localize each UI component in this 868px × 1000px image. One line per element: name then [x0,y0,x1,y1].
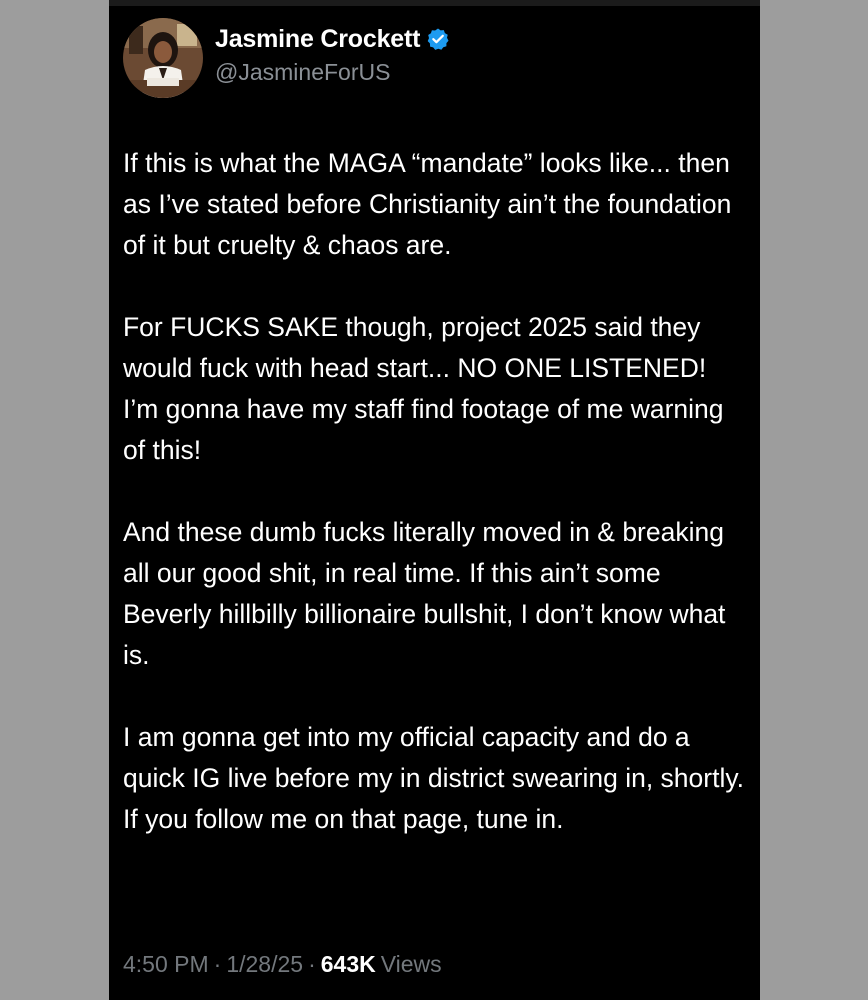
meta-separator: · [213,951,222,977]
tweet-paragraph-2: For FUCKS SAKE though, project 2025 said they would fuck with head start... NO ONE LISTENED! I’m gonna have my staff find footage of me warning of this! [123,312,724,465]
top-divider [109,0,760,6]
name-row [215,25,450,54]
avatar-image [123,18,203,98]
tweet-metadata [123,951,442,978]
tweet-card [109,0,760,1000]
tweet-date[interactable]: 1/28/25 [226,951,304,977]
tweet-header [123,18,450,98]
tweet-text [123,143,748,840]
meta-separator: · [308,951,316,977]
tweet-time[interactable]: 4:50 PM [123,951,209,977]
author-identity [215,24,450,86]
tweet-paragraph-4: I am gonna get into my official capacity and do a quick IG live before my in district swearing in, shortly. If you follow me on that page, tune in. [123,722,745,834]
tweet-paragraph-3: And these dumb fucks literally moved in & breaking all our good shit, in real time. If this ain’t some Beverly hillbilly billionaire bullshit, I don’t know what is. [123,517,726,670]
views-count: 643K [320,951,376,977]
tweet-paragraph-1: If this is what the MAGA “mandate” looks like... then as I’ve stated before Christianity ain’t the foundation of it but cruelty & chaos are. [123,148,732,260]
author-display-name[interactable]: Jasmine Crockett [215,24,421,53]
views-label: Views [380,951,442,977]
verified-badge-icon [426,27,450,51]
author-avatar[interactable] [123,18,203,98]
author-handle[interactable]: @JasmineForUS [215,58,391,85]
